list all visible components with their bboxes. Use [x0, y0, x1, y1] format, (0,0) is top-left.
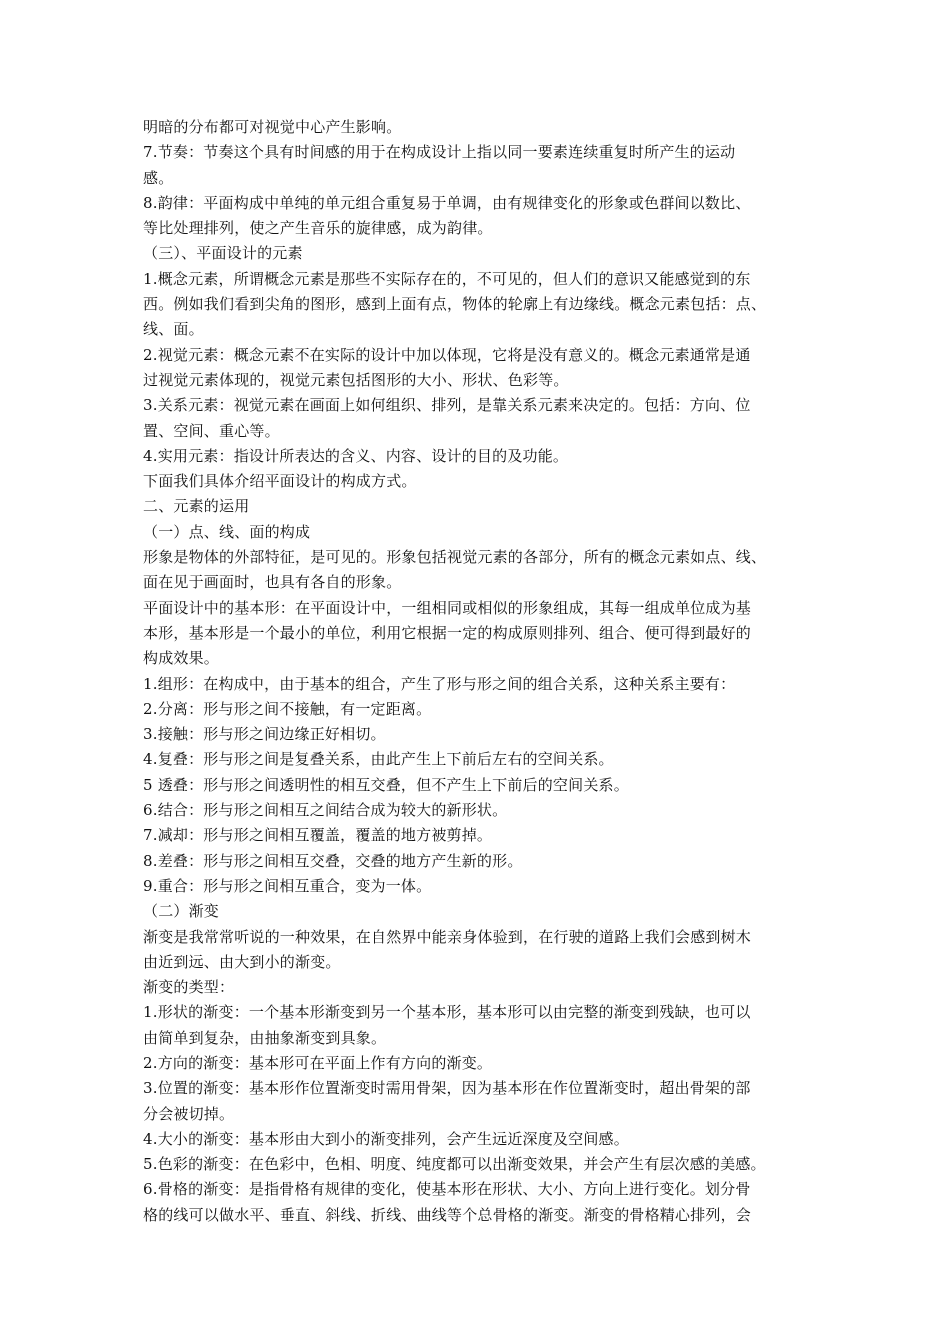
text-line: 6.骨格的渐变：是指骨格有规律的变化，使基本形在形状、大小、方向上进行变化。划分骨 — [143, 1180, 751, 1199]
text-line: 2.方向的渐变：基本形可在平面上作有方向的渐变。 — [143, 1053, 493, 1072]
text-line: 5 透叠：形与形之间透明性的相互交叠，但不产生上下前后的空间关系。 — [143, 775, 629, 794]
text-line: 本形，基本形是一个最小的单位，利用它根据一定的构成原则排列、组合、便可得到最好的 — [143, 623, 752, 642]
text-line: 9.重合：形与形之间相互重合，变为一体。 — [143, 876, 432, 895]
text-line: 6.结合：形与形之间相互之间结合成为较大的新形状。 — [143, 801, 508, 820]
document-body — [143, 115, 811, 1228]
text-line: 格的线可以做水平、垂直、斜线、折线、曲线等个总骨格的渐变。渐变的骨格精心排列，会 — [143, 1205, 752, 1224]
text-line: 1.形状的渐变：一个基本形渐变到另一个基本形，基本形可以由完整的渐变到残缺，也可以 — [143, 1003, 751, 1022]
text-line: 5.色彩的渐变：在色彩中，色相、明度、纯度都可以出渐变效果，并会产生有层次感的美感。 — [143, 1155, 766, 1174]
text-line: 感。 — [143, 168, 174, 187]
text-line: 8.差叠：形与形之间相互交叠，交叠的地方产生新的形。 — [143, 851, 523, 870]
text-line: 等比处理排列，使之产生音乐的旋律感，成为韵律。 — [143, 219, 493, 238]
text-line: 形象是物体的外部特征，是可见的。形象包括视觉元素的各部分，所有的概念元素如点、线、 — [143, 548, 767, 567]
text-line: 1.组形：在构成中，由于基本的组合，产生了形与形之间的组合关系，这种关系主要有： — [143, 674, 736, 693]
text-line: （二）渐变 — [143, 902, 220, 921]
text-line: 由近到远、由大到小的渐变。 — [143, 952, 341, 971]
text-line: 面在见于画面时，也具有各自的形象。 — [143, 573, 402, 592]
text-line: 7.减却：形与形之间相互覆盖，覆盖的地方被剪掉。 — [143, 826, 493, 845]
text-line: 明暗的分布都可对视觉中心产生影响。 — [143, 118, 402, 136]
text-line: 2.分离：形与形之间不接触，有一定距离。 — [143, 699, 432, 718]
text-line: 过视觉元素体现的，视觉元素包括图形的大小、形状、色彩等。 — [143, 370, 569, 389]
text-line: 2.视觉元素：概念元素不在实际的设计中加以体现，它将是没有意义的。概念元素通常是通 — [143, 345, 751, 364]
text-line: 线、面。 — [143, 320, 204, 339]
text-line: 下面我们具体介绍平面设计的构成方式。 — [143, 472, 417, 491]
text-line: 3.接触：形与形之间边缘正好相切。 — [143, 725, 386, 744]
text-line: 二、元素的运用 — [143, 497, 250, 516]
text-line: 8.韵律：平面构成中单纯的单元组合重复易于单调，由有规律变化的形象或色群间以数比、 — [143, 193, 751, 212]
text-line: 4.复叠：形与形之间是复叠关系，由此产生上下前后左右的空间关系。 — [143, 750, 614, 769]
text-line: 构成效果。 — [143, 649, 220, 668]
text-line: 4.大小的渐变：基本形由大到小的渐变排列，会产生远近深度及空间感。 — [143, 1129, 629, 1148]
text-line: 置、空间、重心等。 — [143, 421, 280, 440]
text-line: 4.实用元素：指设计所表达的含义、内容、设计的目的及功能。 — [143, 446, 569, 465]
text-line: 3.位置的渐变：基本形作位置渐变时需用骨架，因为基本形在作位置渐变时，超出骨架的部 — [143, 1079, 751, 1098]
text-line: 平面设计中的基本形：在平面设计中，一组相同或相似的形象组成，其每一组成单位成为基 — [143, 598, 752, 617]
text-line: （一）点、线、面的构成 — [143, 522, 311, 541]
text-line: （三）、平面设计的元素 — [143, 244, 303, 263]
text-line: 西。例如我们看到尖角的图形，感到上面有点，物体的轮廓上有边缘线。概念元素包括：点、 — [143, 295, 767, 314]
text-line: 7.节奏：节奏这个具有时间感的用于在构成设计上指以同一要素连续重复时所产生的运动 — [143, 143, 736, 162]
text-line: 1.概念元素，所谓概念元素是那些不实际存在的，不可见的，但人们的意识又能感觉到的东 — [143, 269, 751, 288]
text-line: 分会被切掉。 — [143, 1104, 235, 1123]
text-line: 渐变的类型： — [143, 978, 235, 997]
text-line: 3.关系元素：视觉元素在画面上如何组织、排列，是靠关系元素来决定的。包括：方向、位 — [143, 396, 751, 415]
text-line: 由简单到复杂，由抽象渐变到具象。 — [143, 1028, 387, 1047]
text-line: 渐变是我常常听说的一种效果，在自然界中能亲身体验到，在行驶的道路上我们会感到树木 — [143, 927, 752, 946]
